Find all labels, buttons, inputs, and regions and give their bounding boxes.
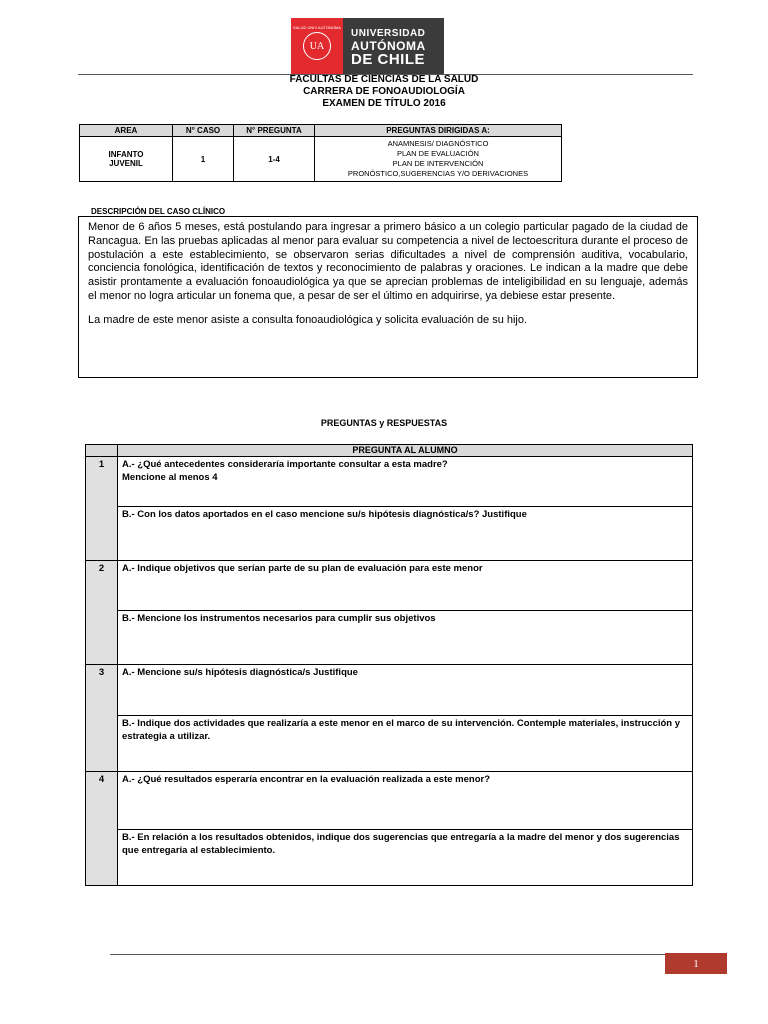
university-logo	[291, 18, 444, 74]
question-2b: B.- Mencione los instrumentos necesarios para cumplir sus objetivos	[118, 611, 693, 665]
num-header	[86, 445, 118, 457]
faculty-title: FACULTAS DE CIENCIAS DE LA SALUD	[289, 74, 479, 85]
case-paragraph-1: Menor de 6 años 5 meses, está postulando para ingresar a primero básico a un colegio particular pagado de la ciudad de Rancagua. En las pruebas aplicadas al menor para evaluar su competencia a nivel de lectoescritura durante el proceso de postulación a este establecimiento, se observaron serias dificultades a nivel de comprensión auditiva, vocabulario, conciencia fonológica, identificación de textos y reconocimiento de palabras y oraciones. Le indican a la madre que debe asistir prontamente a evaluación fonoaudiológica ya que se aprecian problemas de inteligibilidad en su lenguaje, además el menor no logra articular un fonema que, a pesar de ser el último en adquirirse, ya debiese estar presente.	[88, 221, 688, 302]
question-1a-line1: A.- ¿Qué antecedentes consideraría importante consultar a esta madre?	[122, 459, 448, 470]
question-3a: A.- Mencione su/s hipótesis diagnóstica/s Justifique	[118, 665, 693, 716]
career-title: CARRERA DE FONOAUDIOLOGÍA	[303, 86, 465, 97]
info-table	[79, 124, 562, 182]
header-pregunta: N° PREGUNTA	[234, 125, 315, 137]
header-area: AREA	[80, 125, 173, 137]
logo-line1: UNIVERSIDAD	[351, 27, 426, 39]
question-3b: B.- Indique dos actividades que realizaría a este menor en el marco de su intervención. Contemple materiales, instrucción y estrategia a utilizar.	[118, 716, 693, 772]
cell-pregunta: 1-4	[234, 137, 315, 182]
seal-top-text: SALUD UNIV AUTONOMA	[293, 25, 341, 30]
exam-title: EXAMEN DE TÍTULO 2016	[322, 98, 446, 109]
question-number-1: 1	[86, 457, 118, 561]
logo-line3: DE CHILE	[351, 50, 426, 68]
dirigidas-item: PRONÓSTICO,SUGERENCIAS Y/O DERIVACIONES	[347, 169, 529, 178]
dirigidas-item: PLAN DE INTERVENCIÓN	[392, 159, 484, 168]
question-4a: A.- ¿Qué resultados esperaría encontrar en la evaluación realizada a este menor?	[118, 772, 693, 830]
question-number-4: 4	[86, 772, 118, 886]
cell-caso: 1	[173, 137, 234, 182]
question-2a: A.- Indique objetivos que serían parte de su plan de evaluación para este menor	[118, 561, 693, 611]
logo-line2: AUTÓNOMA	[351, 38, 426, 53]
question-number-2: 2	[86, 561, 118, 665]
seal-icon: UA	[303, 32, 331, 60]
question-number-3: 3	[86, 665, 118, 772]
area-line1: INFANTO	[108, 150, 144, 159]
question-column-header: PREGUNTA AL ALUMNO	[118, 445, 693, 457]
dirigidas-item: PLAN DE EVALUACIÓN	[397, 149, 479, 158]
logo-seal-block	[291, 18, 343, 74]
header-caso: N° CASO	[173, 125, 234, 137]
area-line2: JUVENIL	[109, 159, 143, 168]
cell-dirigidas	[315, 137, 562, 182]
case-paragraph-2: La madre de este menor asiste a consulta fonoaudiológica y solicita evaluación de su hijo.	[88, 313, 528, 326]
case-label: DESCRIPCIÓN DEL CASO CLÍNICO	[91, 207, 226, 216]
header-dirigidas: PREGUNTAS DIRIGIDAS A:	[315, 125, 562, 137]
cell-area	[80, 137, 173, 182]
page-number: 1	[665, 953, 727, 974]
question-1a	[118, 457, 693, 507]
case-description	[78, 216, 698, 378]
question-1a-line2: Mencione al menos 4	[122, 471, 218, 483]
footer-divider	[110, 954, 727, 955]
questions-table	[85, 444, 693, 886]
logo-wordmark	[343, 18, 444, 74]
dirigidas-item: ANAMNESIS/ DIAGNÓSTICO	[387, 139, 489, 148]
question-1b: B.- Con los datos aportados en el caso mencione su/s hipótesis diagnóstica/s? Justifique	[118, 507, 693, 561]
questions-title: PREGUNTAS y RESPUESTAS	[320, 418, 448, 428]
question-4b: B.- En relación a los resultados obtenidos, indique dos sugerencias que entregaría a la madre del menor y dos sugerencias que entregaría al establecimiento.	[118, 830, 693, 886]
